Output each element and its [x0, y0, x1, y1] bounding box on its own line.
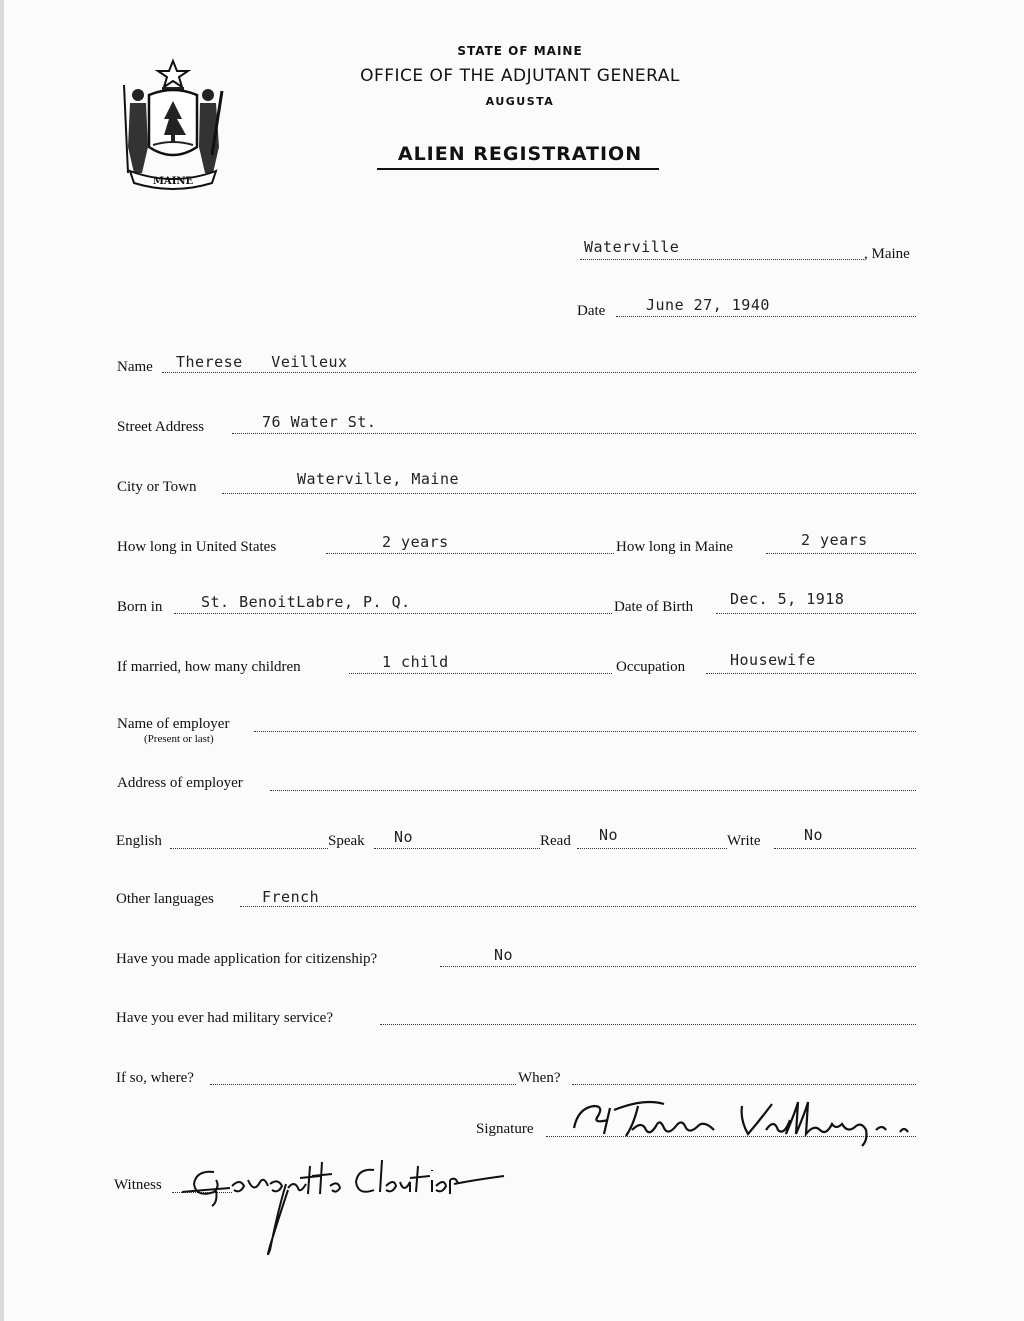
office-heading: OFFICE OF THE ADJUTANT GENERAL: [360, 66, 680, 86]
town-value: Waterville: [584, 238, 680, 256]
other-languages-line: [240, 906, 916, 907]
where-label: If so, where?: [116, 1070, 194, 1086]
date-of-birth-value: Dec. 5, 1918: [730, 590, 845, 608]
city-or-town-label: City or Town: [117, 479, 197, 495]
city-or-town-value: Waterville, Maine: [297, 470, 460, 488]
employer-address-line: [270, 790, 916, 791]
name-value: Therese Veilleux: [176, 353, 348, 371]
employer-name-label: Name of employer: [117, 716, 230, 732]
citizenship-line: [440, 966, 916, 967]
date-value: June 27, 1940: [646, 296, 770, 314]
employer-name-line: [254, 731, 916, 732]
date-of-birth-label: Date of Birth: [614, 599, 694, 615]
how-long-maine-value: 2 years: [801, 531, 868, 549]
city-or-town-line: [222, 493, 916, 494]
town-line: [580, 259, 866, 260]
read-label: Read: [540, 833, 571, 849]
street-address-line: [232, 433, 916, 434]
children-line: [349, 673, 612, 674]
read-value: No: [599, 826, 619, 844]
military-label: Have you ever had military service?: [116, 1010, 333, 1026]
write-label: Write: [727, 833, 761, 849]
when-line: [572, 1084, 916, 1085]
speak-line: [374, 848, 540, 849]
how-long-us-line: [326, 553, 614, 554]
street-address-label: Street Address: [117, 419, 205, 435]
other-languages-value: French: [262, 888, 320, 906]
form-title: ALIEN REGISTRATION: [397, 143, 643, 165]
signature-label: Signature: [476, 1121, 534, 1137]
town-suffix: , Maine: [864, 246, 910, 262]
occupation-line: [706, 673, 916, 674]
date-line: [616, 316, 916, 317]
english-line: [170, 848, 328, 849]
how-long-maine-label: How long in Maine: [616, 539, 734, 555]
speak-value: No: [394, 828, 414, 846]
witness-signature-handwriting: [174, 1150, 534, 1260]
employer-address-label: Address of employer: [117, 775, 243, 791]
children-value: 1 child: [382, 653, 449, 671]
occupation-value: Housewife: [730, 651, 816, 669]
write-line: [774, 848, 916, 849]
children-label: If married, how many children: [117, 659, 301, 675]
how-long-us-label: How long in United States: [117, 539, 277, 555]
svg-text:MAINE: MAINE: [152, 176, 194, 187]
born-in-value: St. BenoitLabre, P. Q.: [201, 593, 411, 611]
date-of-birth-line: [716, 613, 916, 614]
witness-label: Witness: [114, 1177, 162, 1193]
read-line: [577, 848, 727, 849]
english-label: English: [116, 833, 162, 849]
citizenship-label: Have you made application for citizenship?: [116, 951, 378, 967]
speak-label: Speak: [328, 833, 365, 849]
city-heading: AUGUSTA: [485, 95, 555, 108]
where-line: [210, 1084, 516, 1085]
occupation-label: Occupation: [616, 659, 686, 675]
citizenship-value: No: [494, 946, 514, 964]
signature-handwriting: [564, 1090, 924, 1150]
street-address-value: 76 Water St.: [262, 413, 377, 431]
military-line: [380, 1024, 916, 1025]
write-value: No: [804, 826, 824, 844]
other-languages-label: Other languages: [116, 891, 214, 907]
born-in-line: [174, 613, 612, 614]
how-long-maine-line: [766, 553, 916, 554]
name-label: Name: [117, 359, 153, 375]
how-long-us-value: 2 years: [382, 533, 449, 551]
date-label: Date: [577, 303, 606, 319]
title-underline: [377, 168, 659, 170]
born-in-label: Born in: [117, 599, 163, 615]
employer-name-sublabel: (Present or last): [144, 733, 214, 745]
name-line: [162, 372, 916, 373]
when-label: When?: [518, 1070, 561, 1086]
state-heading: STATE OF MAINE: [457, 44, 583, 58]
